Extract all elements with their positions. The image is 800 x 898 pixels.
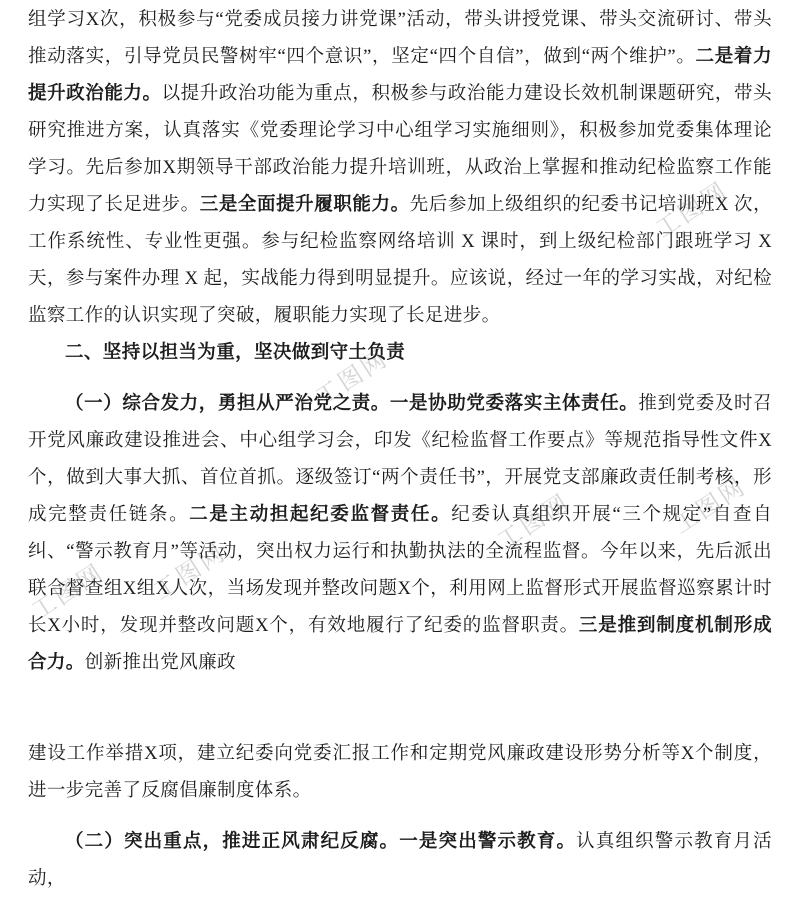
paragraph xyxy=(28,736,772,810)
text-run: 二是主动担起纪委监督责任。 xyxy=(189,505,452,525)
watermark-text: 工图网 xyxy=(310,344,394,412)
page-break-spacer xyxy=(28,810,772,824)
watermark-text: 工图网 xyxy=(492,488,576,556)
watermark-text: 工图网 xyxy=(26,558,110,626)
text-run: 纪委认真组织开展“三个规定”自查自纠、“警示教育月”等活动，突出权力运行和执勤执法的全流程监督。今年以来，先后派出联合督查组X组X人次，当场发现并整改问题X个，利用网上监督形式开展监督巡察累计时长X小时，发现并整改问题X个，有效地履行了纪委的监督职责。 xyxy=(28,505,773,636)
paragraph xyxy=(28,824,772,898)
text-run: 二是着力提升政治能力。 xyxy=(28,47,772,104)
section-heading xyxy=(28,335,772,372)
text-run: 创新推出党风廉政 xyxy=(84,653,236,673)
text-run: 先后参加上级组织的纪委书记培训班X 次，工作系统性、专业性更强。参与纪检监察网络培训 X 课时，到上级纪检部门跟班学习 X 天，参与案件办理 X 起，实战能力得到明显提升。应该说，经过一年的学习实战，对纪检监察工作的认识实现了突破，履职能力实现了长足进步。 xyxy=(28,195,772,326)
text-run: 三是推到制度机制形成合力。 xyxy=(28,616,772,673)
text-run: 推到党委及时召开党风廉政建设推进会、中心组学习会，印发《纪检监督工作要点》等规范指导性文件X个，做到大事大抓、首位首抓。逐级签订“两个责任书”，开展党支部廉政责任制考核，形成完整责任链条。 xyxy=(28,394,772,525)
text-run: 二、坚持以担当为重，坚决做到守土负责 xyxy=(65,343,406,363)
text-run: 组学习X次，积极参与“党委成员接力讲党课”活动，带头讲授党课、带头交流研讨、带头推动落实，引导党员民警树牢“四个意识”，坚定“四个自信”，做到“两个维护”。 xyxy=(28,10,772,67)
text-run: 以提升政治功能为重点，积极参与政治能力建设长效机制课题研究，带头研究推进方案，认真落实《党委理论学习中心组学习实施细则》，积极参加党委集体理论学习。先后参加X期领导干部政治能力提升培训班，从政治上掌握和推动纪检监察工作能力实现了长足进步。 xyxy=(28,84,772,215)
text-run: （二）突出重点，推进正风肃纪反腐。一是突出警示教育。 xyxy=(65,832,577,852)
paragraph xyxy=(28,386,772,682)
text-run: 三是全面提升履职能力。 xyxy=(199,195,410,215)
text-run: 认真组织警示教育月活动， xyxy=(28,832,772,889)
watermark-text: 工图网 xyxy=(668,472,752,540)
text-run: （一）综合发力，勇担从严治党之责。一是协助党委落实主体责任。 xyxy=(65,394,639,414)
watermark-text: 工图网 xyxy=(650,176,734,244)
paragraph xyxy=(28,2,772,335)
page-break-spacer xyxy=(28,682,772,736)
text-run: 建设工作举措X项，建立纪委向党委汇报工作和定期党风廉政建设形势分析等X个制度，进一步完善了反腐倡廉制度体系。 xyxy=(28,744,772,801)
watermark-text: 工图网 xyxy=(148,538,232,606)
